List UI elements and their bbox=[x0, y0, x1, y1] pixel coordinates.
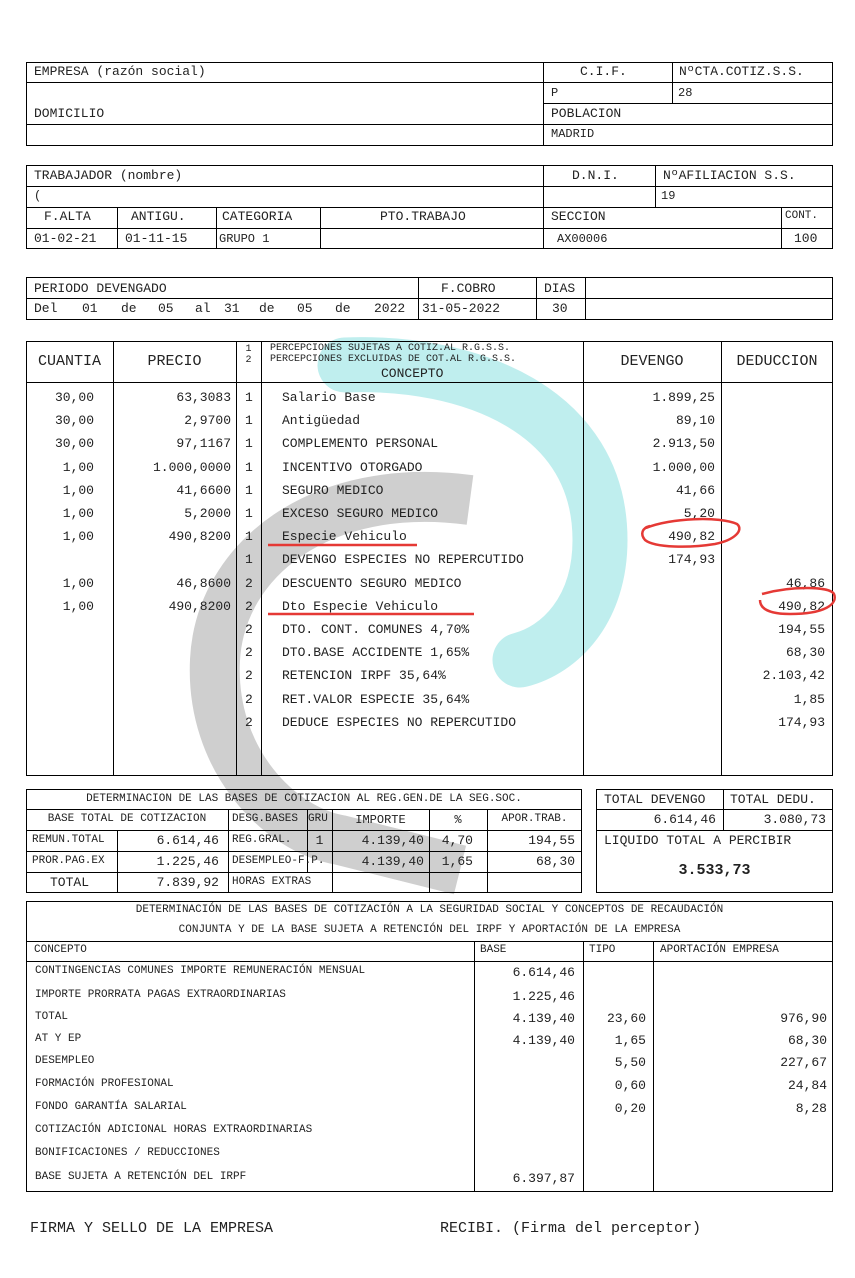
row-deduccion: 490,82 bbox=[778, 599, 825, 614]
row-devengo: 41,66 bbox=[675, 483, 715, 498]
header-num-1: 1 bbox=[245, 344, 252, 355]
row-cuantia: 1,00 bbox=[62, 483, 94, 498]
remun-total-label: REMUN.TOTAL bbox=[32, 834, 105, 846]
domicilio-label: DOMICILIO bbox=[34, 106, 105, 121]
reg-gral-label: REG.GRAL. bbox=[232, 834, 292, 846]
cont-value: 100 bbox=[794, 231, 818, 246]
periodo-del: Del bbox=[34, 301, 58, 316]
row-precio: 1.000,0000 bbox=[152, 460, 231, 475]
row-concepto: EXCESO SEGURO MEDICO bbox=[282, 506, 439, 521]
categoria-value: GRUPO 1 bbox=[219, 232, 270, 246]
percepciones-sujetas: PERCEPCIONES SUJETAS A COTIZ.AL R.G.S.S. bbox=[270, 343, 511, 354]
recaud-concepto: FONDO GARANTÍA SALARIAL bbox=[35, 1101, 187, 1113]
pct-header: % bbox=[454, 813, 462, 827]
antigu-value: 01-11-15 bbox=[125, 231, 188, 246]
row-precio: 41,6600 bbox=[176, 483, 231, 498]
row-precio: 490,8200 bbox=[168, 529, 231, 544]
remun-total-value: 6.614,46 bbox=[156, 833, 219, 848]
recaud-base: 6.614,46 bbox=[512, 965, 575, 980]
falta-value: 01-02-21 bbox=[34, 231, 97, 246]
bases-title: DETERMINACION DE LAS BASES DE COTIZACION AL REG.GEN.DE LA SEG.SOC. bbox=[86, 793, 522, 805]
periodo-al: al bbox=[195, 301, 211, 316]
trabajador-name-value: ( bbox=[34, 189, 42, 203]
recaud-concepto: BONIFICACIONES / REDUCCIONES bbox=[35, 1147, 220, 1159]
recaud-aportacion: 68,30 bbox=[787, 1033, 827, 1048]
ncta-value: 28 bbox=[678, 86, 693, 100]
row-devengo: 5,20 bbox=[683, 506, 715, 521]
reg-gral-pct: 4,70 bbox=[441, 833, 473, 848]
row-tipo: 1 bbox=[245, 460, 253, 475]
periodo-de-1: de bbox=[121, 301, 137, 316]
row-tipo: 1 bbox=[245, 529, 253, 544]
prorrata-value: 1.225,46 bbox=[156, 854, 219, 869]
row-deduccion: 46,86 bbox=[785, 576, 825, 591]
concepto-header: CONCEPTO bbox=[381, 366, 444, 381]
row-devengo: 490,82 bbox=[668, 529, 715, 544]
apor-trab-header: APOR.TRAB. bbox=[501, 813, 568, 825]
antigu-label: ANTIGU. bbox=[131, 209, 186, 224]
row-tipo: 2 bbox=[245, 692, 253, 707]
reg-gral-apor: 194,55 bbox=[528, 833, 575, 848]
bases-total-value: 7.839,92 bbox=[156, 875, 219, 890]
row-concepto: COMPLEMENTO PERSONAL bbox=[282, 436, 439, 451]
recaudacion-concepto-header: CONCEPTO bbox=[34, 944, 87, 956]
row-concepto: DTO. CONT. COMUNES 4,70% bbox=[282, 622, 470, 637]
percepciones-excluidas: PERCEPCIONES EXCLUIDAS DE COT.AL R.G.S.S. bbox=[270, 354, 517, 365]
row-deduccion: 68,30 bbox=[785, 645, 825, 660]
pto-trabajo-label: PTO.TRABAJO bbox=[380, 209, 466, 224]
recaudacion-tipo-header: TIPO bbox=[589, 944, 616, 956]
row-concepto: RETENCION IRPF 35,64% bbox=[282, 668, 446, 683]
total-dedu-label: TOTAL DEDU. bbox=[730, 792, 816, 807]
row-deduccion: 1,85 bbox=[793, 692, 825, 707]
row-devengo: 1.899,25 bbox=[652, 390, 715, 405]
row-concepto: DEVENGO ESPECIES NO REPERCUTIDO bbox=[282, 552, 524, 567]
recaud-concepto: CONTINGENCIAS COMUNES IMPORTE REMUNERACIÓN MENSUAL bbox=[35, 965, 366, 977]
desempleo-fp-label: DESEMPLEO-F.P. bbox=[232, 855, 325, 867]
recaudacion-title-1: DETERMINACIÓN DE LAS BASES DE COTIZACIÓN A LA SEGURIDAD SOCIAL Y CONCEPTOS DE RECAUDACIÓN bbox=[135, 904, 724, 916]
recaud-concepto: DESEMPLEO bbox=[35, 1055, 95, 1067]
desempleo-apor: 68,30 bbox=[535, 854, 575, 869]
row-cuantia: 30,00 bbox=[54, 436, 94, 451]
liquido-label: LIQUIDO TOTAL A PERCIBIR bbox=[604, 833, 792, 848]
periodo-month-to: 05 bbox=[297, 301, 313, 316]
cont-label: CONT. bbox=[785, 210, 819, 222]
row-tipo: 2 bbox=[245, 645, 253, 660]
row-tipo: 1 bbox=[245, 436, 253, 451]
periodo-day-to: 31 bbox=[224, 301, 240, 316]
periodo-month-from: 05 bbox=[158, 301, 174, 316]
row-precio: 63,3083 bbox=[176, 390, 231, 405]
total-devengo-value: 6.614,46 bbox=[653, 812, 716, 827]
ncta-label: NºCTA.COTIZ.S.S. bbox=[679, 64, 804, 79]
recaud-aportacion: 227,67 bbox=[780, 1055, 827, 1070]
recaud-aportacion: 24,84 bbox=[787, 1078, 827, 1093]
cuantia-header: CUANTIA bbox=[37, 353, 101, 370]
recaud-base: 1.225,46 bbox=[512, 989, 575, 1004]
cif-value: P bbox=[551, 86, 559, 100]
dias-value: 30 bbox=[552, 301, 568, 316]
trabajador-label: TRABAJADOR (nombre) bbox=[34, 168, 183, 183]
dni-label: D.N.I. bbox=[572, 168, 619, 183]
recaud-base: 4.139,40 bbox=[512, 1033, 575, 1048]
row-cuantia: 1,00 bbox=[62, 506, 94, 521]
fcobro-label: F.COBRO bbox=[441, 281, 496, 296]
header-num-2: 2 bbox=[245, 355, 252, 366]
total-dedu-value: 3.080,73 bbox=[763, 812, 826, 827]
row-tipo: 2 bbox=[245, 599, 253, 614]
row-tipo: 2 bbox=[245, 668, 253, 683]
row-cuantia: 1,00 bbox=[62, 576, 94, 591]
row-concepto: DESCUENTO SEGURO MEDICO bbox=[282, 576, 462, 591]
firma-perceptor: RECIBI. (Firma del perceptor) bbox=[440, 1220, 702, 1237]
row-devengo: 1.000,00 bbox=[652, 460, 715, 475]
bases-total-label: TOTAL bbox=[50, 875, 90, 890]
gru-header: GRU bbox=[308, 813, 328, 825]
recaud-tipo: 5,50 bbox=[614, 1055, 646, 1070]
row-cuantia: 1,00 bbox=[62, 460, 94, 475]
row-tipo: 2 bbox=[245, 715, 253, 730]
row-tipo: 1 bbox=[245, 413, 253, 428]
firma-empresa: FIRMA Y SELLO DE LA EMPRESA bbox=[30, 1220, 274, 1237]
afiliacion-label: NºAFILIACION S.S. bbox=[663, 168, 796, 183]
recaud-concepto: BASE SUJETA A RETENCIÓN DEL IRPF bbox=[35, 1171, 247, 1183]
row-deduccion: 174,93 bbox=[778, 715, 825, 730]
liquido-value: 3.533,73 bbox=[678, 862, 751, 879]
fcobro-value: 31-05-2022 bbox=[422, 301, 501, 316]
recaud-aportacion: 8,28 bbox=[795, 1101, 827, 1116]
row-concepto: Salario Base bbox=[282, 390, 376, 405]
row-tipo: 1 bbox=[245, 506, 253, 521]
falta-label: F.ALTA bbox=[44, 209, 91, 224]
row-concepto: SEGURO MEDICO bbox=[282, 483, 384, 498]
recaud-concepto: IMPORTE PRORRATA PAGAS EXTRAORDINARIAS bbox=[35, 989, 286, 1001]
row-cuantia: 30,00 bbox=[54, 390, 94, 405]
row-concepto: Antigüedad bbox=[282, 413, 361, 428]
desempleo-importe: 4.139,40 bbox=[361, 854, 424, 869]
cif-label: C.I.F. bbox=[580, 64, 627, 79]
recaud-aportacion: 976,90 bbox=[780, 1011, 827, 1026]
row-concepto: Dto Especie Vehiculo bbox=[282, 599, 439, 614]
seccion-value: AX00006 bbox=[557, 232, 608, 246]
row-concepto: DTO.BASE ACCIDENTE 1,65% bbox=[282, 645, 470, 660]
row-deduccion: 2.103,42 bbox=[762, 668, 825, 683]
recaudacion-aportacion-header: APORTACIÓN EMPRESA bbox=[660, 944, 779, 956]
row-cuantia: 1,00 bbox=[62, 599, 94, 614]
empresa-label: EMPRESA (razón social) bbox=[34, 64, 206, 79]
base-total-header: BASE TOTAL DE COTIZACION bbox=[47, 813, 207, 825]
periodo-de-3: de bbox=[335, 301, 351, 316]
recaud-base: 6.397,87 bbox=[512, 1171, 575, 1186]
devengo-header: DEVENGO bbox=[620, 353, 684, 370]
precio-header: PRECIO bbox=[147, 353, 202, 370]
desempleo-pct: 1,65 bbox=[441, 854, 473, 869]
recaud-tipo: 23,60 bbox=[606, 1011, 646, 1026]
row-concepto: DEDUCE ESPECIES NO REPERCUTIDO bbox=[282, 715, 517, 730]
recaud-concepto: FORMACIÓN PROFESIONAL bbox=[35, 1078, 174, 1090]
row-tipo: 2 bbox=[245, 576, 253, 591]
row-cuantia: 30,00 bbox=[54, 413, 94, 428]
row-precio: 5,2000 bbox=[184, 506, 231, 521]
row-deduccion: 194,55 bbox=[778, 622, 825, 637]
total-devengo-label: TOTAL DEVENGO bbox=[604, 792, 706, 807]
row-concepto: RET.VALOR ESPECIE 35,64% bbox=[282, 692, 470, 707]
recaud-concepto: AT Y EP bbox=[35, 1033, 82, 1045]
row-precio: 490,8200 bbox=[168, 599, 231, 614]
recaud-tipo: 1,65 bbox=[614, 1033, 646, 1048]
reg-gral-gru: 1 bbox=[315, 833, 324, 848]
categoria-label: CATEGORIA bbox=[222, 209, 293, 224]
row-concepto: INCENTIVO OTORGADO bbox=[282, 460, 423, 475]
desg-bases-header: DESG.BASES bbox=[232, 813, 299, 825]
afiliacion-value: 19 bbox=[661, 189, 676, 203]
recaud-concepto: TOTAL bbox=[35, 1011, 69, 1023]
periodo-day-from: 01 bbox=[82, 301, 98, 316]
periodo-label: PERIODO DEVENGADO bbox=[34, 281, 167, 296]
poblacion-label: POBLACION bbox=[551, 106, 622, 121]
dias-label: DIAS bbox=[544, 281, 576, 296]
row-tipo: 1 bbox=[245, 390, 253, 405]
periodo-year: 2022 bbox=[374, 301, 406, 316]
poblacion-value: MADRID bbox=[551, 127, 595, 141]
periodo-de-2: de bbox=[259, 301, 275, 316]
row-tipo: 2 bbox=[245, 622, 253, 637]
recaud-base: 4.139,40 bbox=[512, 1011, 575, 1026]
reg-gral-importe: 4.139,40 bbox=[361, 833, 424, 848]
row-concepto: Especie Vehiculo bbox=[282, 529, 407, 544]
row-precio: 97,1167 bbox=[176, 436, 231, 451]
deduccion-header: DEDUCCION bbox=[736, 353, 818, 370]
horas-extras-label: HORAS EXTRAS bbox=[232, 876, 312, 888]
recaudacion-base-header: BASE bbox=[480, 944, 507, 956]
recaud-tipo: 0,60 bbox=[614, 1078, 646, 1093]
row-tipo: 1 bbox=[245, 483, 253, 498]
recaud-tipo: 0,20 bbox=[614, 1101, 646, 1116]
row-tipo: 1 bbox=[245, 552, 253, 567]
row-devengo: 2.913,50 bbox=[652, 436, 715, 451]
seccion-label: SECCION bbox=[551, 209, 606, 224]
prorrata-label: PROR.PAG.EX bbox=[32, 855, 105, 867]
row-devengo: 89,10 bbox=[675, 413, 715, 428]
row-precio: 2,9700 bbox=[184, 413, 231, 428]
importe-header: IMPORTE bbox=[355, 813, 406, 827]
recaudacion-title-2: CONJUNTA Y DE LA BASE SUJETA A RETENCIÓN DEL IRPF Y APORTACIÓN DE LA EMPRESA bbox=[178, 924, 681, 936]
recaud-concepto: COTIZACIÓN ADICIONAL HORAS EXTRAORDINARIAS bbox=[35, 1124, 313, 1136]
row-cuantia: 1,00 bbox=[62, 529, 94, 544]
row-precio: 46,8600 bbox=[176, 576, 231, 591]
row-devengo: 174,93 bbox=[668, 552, 715, 567]
